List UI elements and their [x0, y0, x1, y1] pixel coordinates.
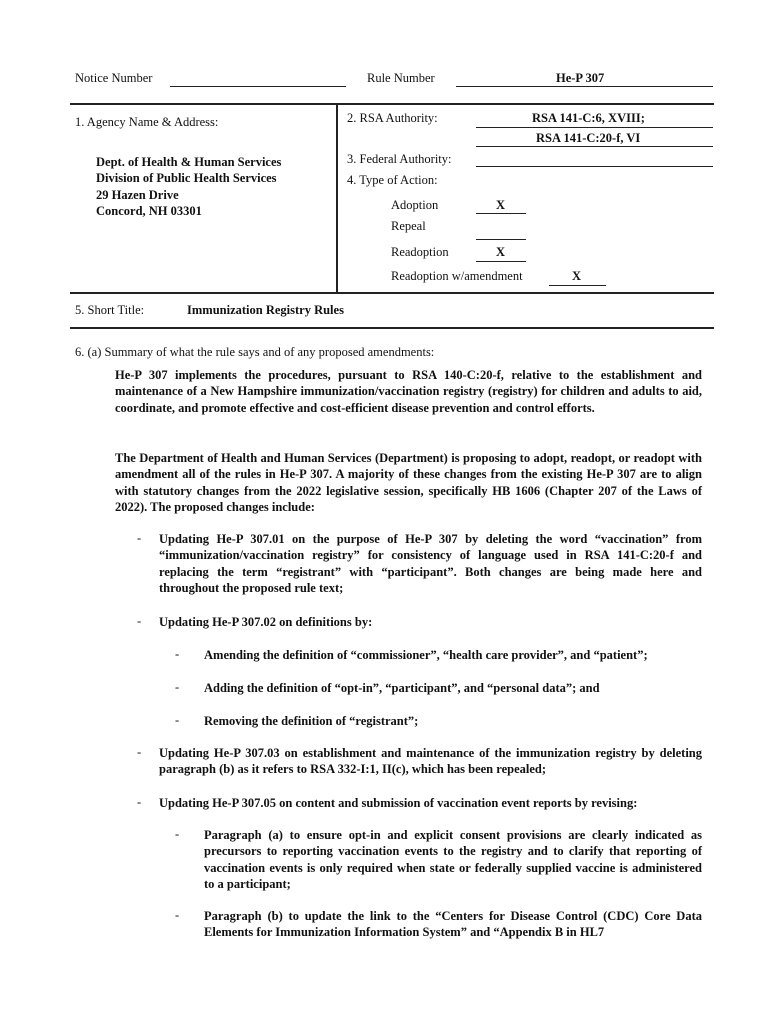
- sub-bullet-dash: -: [175, 713, 180, 727]
- bullet-definitions: Updating He-P 307.02 on definitions by:: [159, 615, 373, 629]
- box-top-rule: [70, 103, 714, 105]
- notice-number-field: [170, 86, 346, 87]
- rsa-authority-value-1: RSA 141-C:6, XVIII;: [532, 111, 645, 125]
- bullet-purpose: Updating He-P 307.01 on the purpose of He-P 307 by deleting the word “vaccination” from “immunization/vaccination registry” for consistency of language used in RSA 141-C:20-f and replacing the term “registrant” with “participant”. Both changes are being made here and throughout the proposed rule text;: [159, 532, 702, 596]
- bullet-establishment: Updating He-P 307.03 on establishment and maintenance of the immunization registry by deleting paragraph (b) as it refers to RSA 332-I:1, II(c), which has been repealed;: [159, 746, 702, 777]
- sub-bullet-dash: -: [175, 680, 180, 694]
- rsa-authority-value-2: RSA 141-C:20-f, VI: [536, 131, 641, 145]
- bullet-vaccination-reports: Updating He-P 307.05 on content and submission of vaccination event reports by revising:: [159, 796, 638, 810]
- short-title-value: Immunization Registry Rules: [187, 303, 344, 317]
- rule-number-label: Rule Number: [367, 71, 435, 85]
- rsa-underline-2: [476, 146, 713, 147]
- sub-bullet-removing: Removing the definition of “registrant”;: [204, 714, 419, 728]
- box-divider: [336, 104, 338, 292]
- rule-number-value: He-P 307: [556, 71, 605, 85]
- agency-address: [96, 154, 281, 220]
- sub-bullet-dash: -: [175, 908, 180, 922]
- sub-bullet-adding: Adding the definition of “opt-in”, “participant”, and “personal data”; and: [204, 681, 600, 695]
- summary-paragraph-1: He-P 307 implements the procedures, pursuant to RSA 140-C:20-f, relative to the establishment and maintenance of a New Hampshire immunization/vaccination registry (registry) for children and adults to aid, coordinate, and promote effective and cost-efficient disease prevention and control efforts.: [115, 368, 702, 415]
- action-adoption-label: Adoption: [391, 198, 439, 212]
- bullet-dash: -: [137, 745, 142, 759]
- action-adoption-mark: X: [496, 198, 506, 212]
- address-line: Concord, NH 03301: [96, 204, 202, 219]
- box-middle-rule: [70, 292, 714, 294]
- federal-authority-label: 3. Federal Authority:: [347, 152, 452, 166]
- box-bottom-rule: [70, 327, 714, 329]
- action-readoption-amend-label: Readoption w/amendment: [391, 269, 523, 283]
- sub-bullet-paragraph-a: Paragraph (a) to ensure opt-in and explicit consent provisions are clearly indicated as precursors to reporting vaccination events to the registry and to clarify that reporting of vaccination events is only required when state or federally supplied vaccine is administered to a participant;: [204, 828, 702, 892]
- action-readoption-amend-mark: X: [572, 269, 582, 283]
- action-repeal-label: Repeal: [391, 219, 426, 233]
- address-line: Dept. of Health & Human Services: [96, 155, 282, 169]
- action-readoption-label: Readoption: [391, 245, 449, 259]
- sub-bullet-paragraph-b: Paragraph (b) to update the link to the “Centers for Disease Control (CDC) Core Data Elements for Immunization Information System” and “Appendix B in HL7: [204, 909, 702, 940]
- address-line: Division of Public Health Services: [96, 171, 277, 186]
- sub-bullet-dash: -: [175, 647, 180, 661]
- type-of-action-label: 4. Type of Action:: [347, 173, 438, 187]
- notice-number-label: Notice Number: [75, 71, 153, 85]
- address-line: 29 Hazen Drive: [96, 187, 179, 202]
- action-readoption-line: [476, 261, 526, 262]
- summary-label: 6. (a) Summary of what the rule says and of any proposed amendments:: [75, 345, 435, 359]
- action-repeal-line: [476, 239, 526, 240]
- sub-bullet-amending: Amending the definition of “commissioner”, “health care provider”, and “patient”;: [204, 648, 648, 662]
- action-readoption-amend-line: [549, 285, 606, 286]
- short-title-label: 5. Short Title:: [75, 303, 145, 317]
- summary-paragraph-2: The Department of Health and Human Services (Department) is proposing to adopt, readopt, or readopt with amendment all of the rules in He-P 307. A majority of these changes from the existing He-P 307 are to align with statutory changes from the 2022 legislative session, specifically HB 1606 (Chapter 207 of the Laws of 2022). The proposed changes include:: [115, 451, 702, 515]
- federal-authority-field: [476, 166, 713, 167]
- bullet-dash: -: [137, 614, 142, 628]
- rule-number-field: [456, 86, 713, 87]
- sub-bullet-dash: -: [175, 827, 180, 841]
- action-adoption-line: [476, 213, 526, 214]
- bullet-dash: -: [137, 795, 142, 809]
- agency-label: 1. Agency Name & Address:: [75, 115, 219, 129]
- rsa-authority-label: 2. RSA Authority:: [347, 111, 438, 125]
- bullet-dash: -: [137, 531, 142, 545]
- rsa-underline-1: [476, 127, 713, 128]
- action-readoption-mark: X: [496, 245, 506, 259]
